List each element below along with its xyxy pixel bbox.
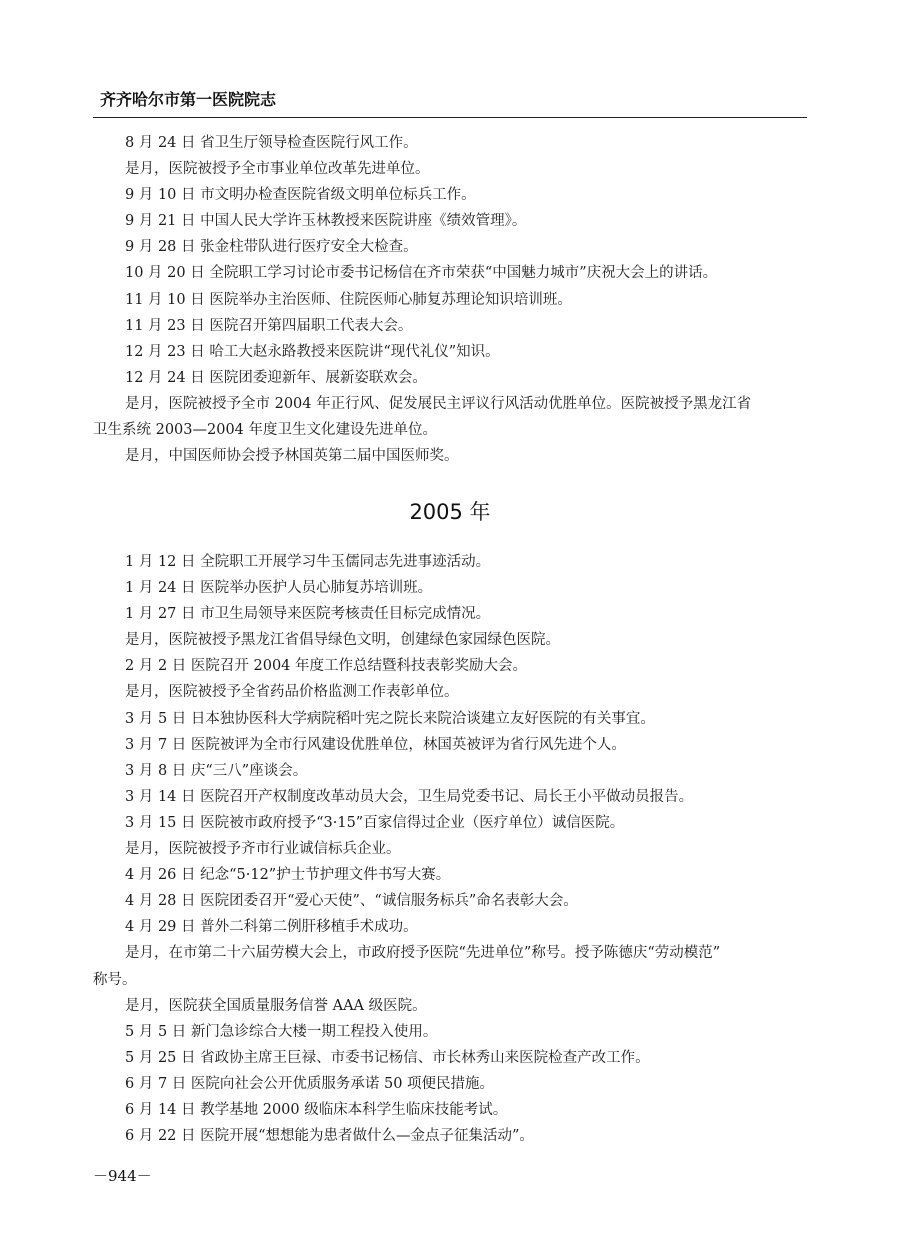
entry-line: 11 月 10 日 医院举办主治医师、住院医师心肺复苏理论知识培训班。 [125, 291, 572, 308]
entry-line: 1 月 24 日 医院举办医护人员心肺复苏培训班。 [125, 580, 433, 597]
entry-line: 4 月 29 日 普外二科第二例肝移植手术成功。 [125, 919, 418, 936]
entry-line: 10 月 20 日 全院职工学习讨论市委书记杨信在齐市荣获“中国魅力城市”庆祝大会上的讲话。 [125, 265, 718, 282]
entry-line: 是月，医院被授予全市事业单位改革先进单位。 [125, 161, 430, 178]
entry-line: 9 月 28 日 张金柱带队进行医疗安全大检查。 [125, 239, 418, 256]
entry-line: 2 月 2 日 医院召开 2004 年度工作总结暨科技表彰奖励大会。 [125, 658, 528, 675]
entry-line-continuation: 卫生系统 2003—2004 年度卫生文化建设先进单位。 [93, 422, 438, 439]
entry-line: 6 月 14 日 教学基地 2000 级临床本科学生临床技能考试。 [125, 1101, 508, 1118]
entry-line: 是月，医院被授予全省药品价格监测工作表彰单位。 [125, 684, 459, 701]
entry-line: 1 月 27 日 市卫生局领导来医院考核责任目标完成情况。 [125, 606, 491, 623]
entry-line: 3 月 14 日 医院召开产权制度改革动员大会，卫生局党委书记、局长王小平做动员报告。 [125, 788, 694, 805]
entry-line: 5 月 5 日 新门急诊综合大楼一期工程投入使用。 [125, 1023, 438, 1040]
entry-line: 3 月 7 日 医院被评为全市行风建设优胜单位，林国英被评为省行风先进个人。 [125, 736, 626, 753]
entry-line: 6 月 7 日 医院向社会公开优质服务承诺 50 项便民措施。 [125, 1075, 495, 1092]
entry-line: 3 月 15 日 医院被市政府授予“3·15”百家信得过企业（医疗单位）诚信医院。 [125, 814, 625, 831]
entry-line: 3 月 5 日 日本独协医科大学病院稻叶宪之院长来院洽谈建立友好医院的有关事宜。 [125, 710, 655, 727]
entry-line: 12 月 24 日 医院团委迎新年、展新姿联欢会。 [125, 369, 427, 386]
entry-line: 8 月 24 日 省卫生厅领导检查医院行风工作。 [125, 135, 418, 151]
entry-line: 5 月 25 日 省政协主席王巨禄、市委书记杨信、市长林秀山来医院检查产改工作。 [125, 1049, 650, 1066]
running-header-title: 齐齐哈尔市第一医院院志 [100, 90, 277, 109]
entry-line: 12 月 23 日 哈工大赵永路教授来医院讲“现代礼仪”知识。 [125, 343, 500, 360]
entry-line: 是月，医院被授予齐市行业诚信标兵企业。 [125, 841, 401, 858]
entries-2004 [93, 130, 807, 469]
entries-2005 [93, 549, 807, 1149]
year-heading: 2005 年 [409, 500, 491, 524]
entry-line: 9 月 10 日 市文明办检查医院省级文明单位标兵工作。 [125, 187, 476, 204]
entry-line: 11 月 23 日 医院召开第四届职工代表大会。 [125, 317, 413, 334]
header-rule [93, 117, 807, 118]
entry-line: 是月，中国医师协会授予林国英第二届中国医师奖。 [125, 448, 459, 465]
entry-line: 6 月 22 日 医院开展“想想能为患者做什么—金点子征集活动”。 [125, 1128, 534, 1145]
entry-line-continuation: 称号。 [93, 971, 137, 988]
entry-line: 是月，医院获全国质量服务信誉 AAA 级医院。 [125, 997, 427, 1014]
entry-line: 3 月 8 日 庆“三八”座谈会。 [125, 762, 308, 779]
entry-line: 是月，医院被授予黑龙江省倡导绿色文明，创建绿色家园绿色医院。 [125, 632, 560, 649]
entry-line: 1 月 12 日 全院职工开展学习牛玉儒同志先进事迹活动。 [125, 554, 491, 570]
entry-line: 是月，在市第二十六届劳模大会上，市政府授予医院“先进单位”称号。授予陈德庆“劳动模范” [125, 945, 721, 962]
entry-line: 4 月 28 日 医院团委召开“爱心天使”、“诚信服务标兵”命名表彰大会。 [125, 893, 578, 910]
page-number: －944－ [93, 1167, 152, 1185]
entry-line: 9 月 21 日 中国人民大学许玉林教授来医院讲座《绩效管理》。 [125, 213, 527, 230]
entry-line: 4 月 26 日 纪念“5·12”护士节护理文件书写大赛。 [125, 867, 451, 884]
entry-line: 是月，医院被授予全市 2004 年正行风、促发展民主评议行风活动优胜单位。医院被授予黑龙江省 [125, 395, 752, 412]
